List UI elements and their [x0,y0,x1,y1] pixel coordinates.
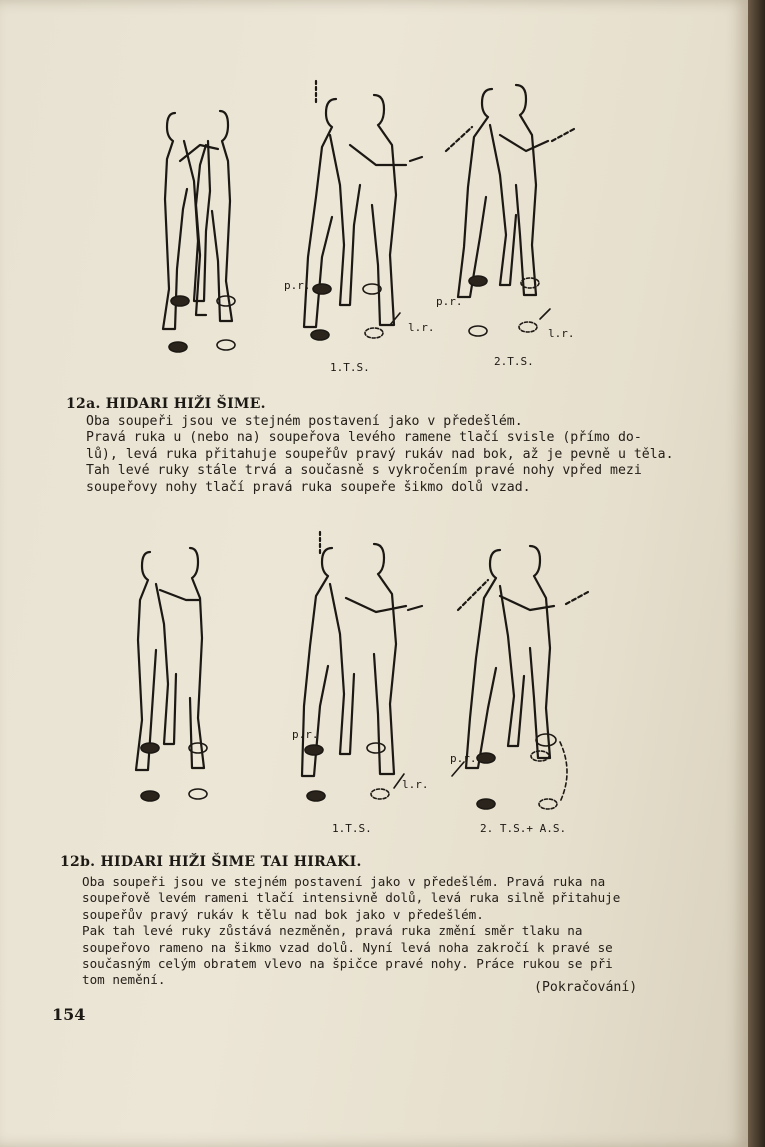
footprints-12b [141,734,567,809]
paragraph-line: soupeřovo rameno na šikmo vzad dolů. Nyní levá noha zakročí k pravé se [82,939,613,955]
continued-note: (Pokračování) [534,980,638,995]
label-pr-a1: p.r. [284,279,311,292]
figure-row-12a [0,75,748,385]
paragraph-line: soupeřově levém rameni tlačí intensivně dolů, levá ruka silně přitahuje [82,890,621,906]
paragraph-12a [86,414,674,496]
paragraph-line: Oba soupeři jsou ve stejném postavení jako v předešlém. [86,414,523,429]
paragraph-line: Pravá ruka u (nebo na) soupeřova levého ramene tlačí svisle (přímo do- [86,430,642,446]
figure-pair-1 [136,548,204,770]
paragraph-line: Oba soupeři jsou ve stejném postavení jako v předešlém. Pravá ruka na [82,874,606,889]
label-step1-a: 1.T.S. [330,361,370,374]
paragraph-line: lů), levá ruka přitahuje soupeřův pravý rukáv nad bok, až je pevně u těla. [86,446,674,462]
label-pr-b2: p.r. [450,752,477,765]
heading-12b: 12b. HIDARI HIŽI ŠIME TAI HIRAKI. [60,854,362,870]
figure-pair-3 [458,546,588,768]
label-step2-b: 2. T.S.+ A.S. [480,822,567,835]
paragraph-line: soupeřův pravý rukáv k tělu nad bok jako v předešlém. [82,906,484,922]
paragraph-12b [82,874,620,989]
heading-12a: 12a. HIDARI HIŽI ŠIME. [66,396,266,412]
label-lr-b1: l.r. [402,778,429,791]
judo-illustration-12a [0,75,748,385]
figure-row-12b [0,530,748,850]
judo-illustration-12b [0,530,748,850]
book-edge [748,0,765,1147]
label-pr-a2: p.r. [436,295,463,308]
paragraph-line: Tah levé ruky stále trvá a současně s vykročením pravé nohy vpřed mezi [86,463,642,479]
figure-pair-3 [446,85,574,297]
paragraph-line: tom nemění. [82,972,166,988]
paragraph-line: Pak tah levé ruky zůstává nezměněn, pravá ruka změní směr tlaku na [82,923,583,939]
label-step2-a: 2.T.S. [494,355,534,368]
label-lr-a2: l.r. [548,327,575,340]
label-step1-b: 1.T.S. [332,822,372,835]
paragraph-line: současným celým obratem vlevo na špičce pravé nohy. Práce rukou se při [82,956,613,972]
label-lr-a1: l.r. [408,321,435,334]
figure-pair-2 [302,532,422,776]
label-pr-b1: p.r. [292,728,319,741]
page-number: 154 [52,1005,86,1024]
paragraph-line: soupeřovy nohy tlačí pravá ruka soupeře šikmo dolů vzad. [86,479,531,495]
